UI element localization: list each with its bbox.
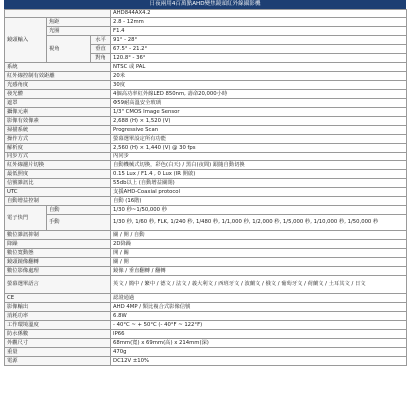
- power-use-label: 消耗功率: [5, 312, 111, 321]
- table-row: [5, 161, 407, 170]
- lux-label: 最低照度: [5, 170, 111, 179]
- table-row: [5, 144, 407, 153]
- angle-label: 視角: [47, 36, 91, 63]
- shutter-manual-label: 手動: [47, 215, 111, 231]
- spec-table: [4, 9, 407, 366]
- sync-value: 內同步: [111, 153, 407, 161]
- sensor-value: 1/3" CMOS Image Sensor: [111, 108, 407, 117]
- table-row: [5, 18, 407, 27]
- ip-value: IP66: [111, 330, 407, 339]
- weight-label: 重量: [5, 348, 111, 357]
- table-row: [5, 240, 407, 249]
- dnr-value: 關 / 開 / 自動: [111, 231, 407, 240]
- table-row: [5, 330, 407, 339]
- menu-label: 操作方式: [5, 135, 111, 144]
- shutter-auto-value: 1/30 秒~1/50,000 秒: [111, 206, 407, 215]
- table-row: [5, 215, 407, 231]
- table-row: [5, 10, 407, 18]
- angle-v-value: 67.5° - 21.2°: [111, 45, 407, 54]
- table-row: [5, 99, 407, 108]
- table-row: [5, 339, 407, 348]
- res-label: 解析度: [5, 144, 111, 153]
- table-row: [5, 81, 407, 90]
- snr-value: 55db以上 (自動增益關閉): [111, 179, 407, 188]
- scan-label: 掃描系統: [5, 126, 111, 135]
- pixels-label: 影像有效像素: [5, 117, 111, 126]
- ce-value: 認證通過: [111, 294, 407, 303]
- table-row: [5, 170, 407, 179]
- aperture-value: F1.4: [111, 27, 407, 36]
- cover-value: Φ59耐高溫安全玻璃: [111, 99, 407, 108]
- table-row: [5, 90, 407, 99]
- led-value: 4個高功率紅外線LED 850nm, 壽命20,000小時: [111, 90, 407, 99]
- power-use-value: 6.8W: [111, 312, 407, 321]
- utc-value: 支援AHD-Coaxial protocol: [111, 188, 407, 197]
- system-value: NTSC 或 PAL: [111, 63, 407, 72]
- power-label: 電源: [5, 357, 111, 366]
- table-row: [5, 294, 407, 303]
- lens-label: 鏡頭輸入: [5, 18, 47, 63]
- table-row: [5, 321, 407, 330]
- table-row: [5, 312, 407, 321]
- angle-d-label: 對角: [91, 54, 111, 63]
- angle-d-value: 120.8° - 36°: [111, 54, 407, 63]
- temp-value: - 40°C ~ + 50°C (- 40°F ~ 122°F): [111, 321, 407, 330]
- table-row: [5, 36, 407, 45]
- table-row: [5, 197, 407, 206]
- size-label: 外觀尺寸: [5, 339, 111, 348]
- led-label: 發光體: [5, 90, 111, 99]
- temp-label: 工作環境溫度: [5, 321, 111, 330]
- scan-value: Progressive Scan: [111, 126, 407, 135]
- wdr-label: 降躁: [5, 240, 111, 249]
- power-value: DC12V ±10%: [111, 357, 407, 366]
- menu-value: 螢幕選單設定所有功能: [111, 135, 407, 144]
- angle-h-value: 91° - 28°: [111, 36, 407, 45]
- table-row: [5, 179, 407, 188]
- privacy-label: 數位寬動態: [5, 249, 111, 258]
- ir-range-label: 紅外線控制有效距離: [5, 72, 111, 81]
- ir-range-value: 20米: [111, 72, 407, 81]
- agc-label: 自動增益控制: [5, 197, 111, 206]
- lang-value: 英文 / 簡中 / 繁中 / 德文 / 法文 / 義大利文 / 西班牙文 / 波蘭文 / 俄文 / 葡萄牙文 / 荷蘭文 / 土耳其文 / 日文: [111, 276, 407, 294]
- angle-h-label: 水平: [91, 36, 111, 45]
- table-row: [5, 153, 407, 161]
- table-row: [5, 357, 407, 366]
- shutter-manual-value: 1/30 秒, 1/60 秒, FLK, 1/240 秒, 1/480 秒, 1/1,000 秒, 1/2,000 秒, 1/5,000 秒, 1/10,000 秒, 1/50,000 秒: [111, 215, 407, 231]
- ir-feel-label: 光感角度: [5, 81, 111, 90]
- icr-label: 紅外線濾片切換: [5, 161, 111, 170]
- table-row: [5, 27, 407, 36]
- sync-label: 同步方式: [5, 153, 111, 161]
- table-row: [5, 117, 407, 126]
- spec-sheet: [4, 0, 406, 366]
- size-value: 68mm(寬) x 69mm(高) x 214mm(深): [111, 339, 407, 348]
- table-row: [5, 72, 407, 81]
- focal-label: 焦距: [47, 18, 111, 27]
- table-row: [5, 135, 407, 144]
- lux-value: 0.15 Lux / F1.4 , 0 Lux (IR 開啟): [111, 170, 407, 179]
- angle-v-label: 垂直: [91, 45, 111, 54]
- out-label: 影像輸出: [5, 303, 111, 312]
- pixels-value: 2,688 (H) × 1,520 (V): [111, 117, 407, 126]
- weight-value: 470g: [111, 348, 407, 357]
- table-row: [5, 249, 407, 258]
- flip-value: 鏡像 / 垂直翻轉 / 翻轉: [111, 267, 407, 276]
- privacy-value: 開 / 關: [111, 249, 407, 258]
- wdr-value: 2D降躁: [111, 240, 407, 249]
- table-row: [5, 108, 407, 117]
- ip-label: 防水係數: [5, 330, 111, 339]
- shutter-auto-label: 自動: [47, 206, 111, 215]
- table-row: [5, 188, 407, 197]
- table-row: [5, 348, 407, 357]
- aperture-label: 光圈: [47, 27, 111, 36]
- model-value: AHD844AX4.2: [111, 10, 407, 18]
- table-row: [5, 303, 407, 312]
- mirror-value: 關 / 開: [111, 258, 407, 267]
- cover-label: 遮罩: [5, 99, 111, 108]
- ce-label: CE: [5, 294, 111, 303]
- agc-value: 自動 (16階): [111, 197, 407, 206]
- ir-feel-value: 30度: [111, 81, 407, 90]
- table-row: [5, 258, 407, 267]
- sensor-label: 攝像元素: [5, 108, 111, 117]
- lang-label: 螢幕選單語言: [5, 276, 111, 294]
- table-row: [5, 63, 407, 72]
- table-row: [5, 267, 407, 276]
- focal-value: 2.8 - 12mm: [111, 18, 407, 27]
- system-label: 系統: [5, 63, 111, 72]
- spec-title: 日夜兩用4百萬點AHD變焦鏡頭紅外線攝影機: [4, 0, 406, 9]
- table-row: [5, 231, 407, 240]
- table-row: [5, 276, 407, 294]
- icr-value: 自動機械式切換，彩色(白天) / 黑白(夜間) 跟隨自動切換: [111, 161, 407, 170]
- out-value: AHD 4MP / 類比複合式影像信號: [111, 303, 407, 312]
- table-row: [5, 126, 407, 135]
- shutter-label: 電子快門: [5, 206, 47, 231]
- flip-label: 數位影像處理: [5, 267, 111, 276]
- table-row: [5, 206, 407, 215]
- model-label: [5, 10, 111, 18]
- mirror-label: 鏡頭鏡像翻轉: [5, 258, 111, 267]
- snr-label: 信號雜訊比: [5, 179, 111, 188]
- utc-label: UTC: [5, 188, 111, 197]
- res-value: 2,560 (H) × 1,440 (V) @ 30 fps: [111, 144, 407, 153]
- dnr-label: 數位雜訊抑制: [5, 231, 111, 240]
